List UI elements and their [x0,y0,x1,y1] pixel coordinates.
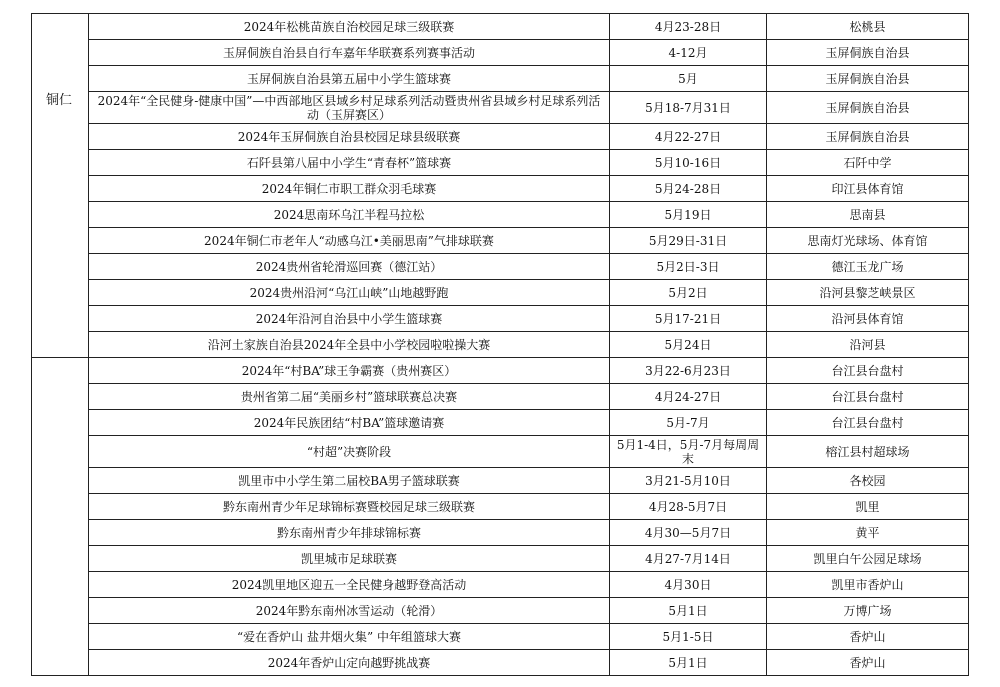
event-date-cell: 5月18-7月31日 [610,92,767,124]
table-row [32,436,969,468]
event-name-cell: 2024年民族团结“村BA”篮球邀请赛 [89,410,610,436]
event-date-cell: 4月28-5月7日 [610,494,767,520]
table-row [32,572,969,598]
event-venue-cell: 台江县台盘村 [767,358,969,384]
event-venue-cell: 玉屏侗族自治县 [767,92,969,124]
event-name-cell: 沿河土家族自治县2024年全县中小学校园啦啦操大赛 [89,332,610,358]
event-date-cell: 5月17-21日 [610,306,767,332]
event-date-cell: 4月27-7月14日 [610,546,767,572]
table-row [32,410,969,436]
region-qiandongnan-cell [32,358,89,676]
table-row [32,306,969,332]
event-name-cell: 玉屏侗族自治县第五届中小学生篮球赛 [89,66,610,92]
table-row [32,124,969,150]
table-row [32,384,969,410]
event-name-cell: 2024贵州省轮滑巡回赛（德江站） [89,254,610,280]
event-name-cell: 凯里市中小学生第二届校BA男子篮球联赛 [89,468,610,494]
event-date-cell: 5月19日 [610,202,767,228]
event-date-cell: 3月22-6月23日 [610,358,767,384]
event-venue-cell: 沿河县黎芝峡景区 [767,280,969,306]
event-venue-cell: 台江县台盘村 [767,410,969,436]
table-row [32,40,969,66]
event-date-cell: 5月-7月 [610,410,767,436]
event-date-cell: 5月24日 [610,332,767,358]
event-venue-cell: 黄平 [767,520,969,546]
table-row [32,280,969,306]
event-venue-cell: 玉屏侗族自治县 [767,66,969,92]
table-row [32,520,969,546]
event-name-cell: 石阡县第八届中小学生“青春杯”篮球赛 [89,150,610,176]
event-venue-cell: 思南灯光球场、体育馆 [767,228,969,254]
table-row [32,494,969,520]
event-date-cell: 5月1日 [610,650,767,676]
event-date-cell: 4月30—5月7日 [610,520,767,546]
table-row [32,92,969,124]
event-venue-cell: 玉屏侗族自治县 [767,124,969,150]
event-date-cell: 4月24-27日 [610,384,767,410]
event-name-cell: 2024年玉屏侗族自治县校园足球县级联赛 [89,124,610,150]
event-date-cell: 5月10-16日 [610,150,767,176]
event-name-cell: 2024年“全民健身-健康中国”—中西部地区县域乡村足球系列活动暨贵州省县域乡村足球系列活动（玉屏赛区） [89,92,610,124]
event-name-cell: 2024贵州沿河“乌江山峡”山地越野跑 [89,280,610,306]
event-venue-cell: 松桃县 [767,14,969,40]
event-date-cell: 5月29日-31日 [610,228,767,254]
event-venue-cell: 沿河县 [767,332,969,358]
event-name-cell: 贵州省第二届“美丽乡村”篮球联赛总决赛 [89,384,610,410]
table-row [32,202,969,228]
event-venue-cell: 玉屏侗族自治县 [767,40,969,66]
event-name-cell: 黔东南州青少年排球锦标赛 [89,520,610,546]
event-venue-cell: 凯里 [767,494,969,520]
table-row [32,598,969,624]
event-name-cell: 2024年松桃苗族自治校园足球三级联赛 [89,14,610,40]
event-name-cell: 2024年铜仁市职工群众羽毛球赛 [89,176,610,202]
event-venue-cell: 香炉山 [767,650,969,676]
event-venue-cell: 万博广场 [767,598,969,624]
event-date-cell: 5月2日 [610,280,767,306]
event-date-cell: 4月30日 [610,572,767,598]
region-tongren-cell: 铜仁 [32,14,89,358]
event-venue-cell: 石阡中学 [767,150,969,176]
table-row [32,468,969,494]
event-venue-cell: 榕江县村超球场 [767,436,969,468]
table-row [32,228,969,254]
event-venue-cell: 凯里白午公园足球场 [767,546,969,572]
event-name-cell: 2024思南环乌江半程马拉松 [89,202,610,228]
event-date-cell: 5月1-4日，5月-7月每周周末 [610,436,767,468]
table-row [32,254,969,280]
event-name-cell: 玉屏侗族自治县自行车嘉年华联赛系列赛事活动 [89,40,610,66]
table-row [32,546,969,572]
event-date-cell: 5月1-5日 [610,624,767,650]
event-date-cell: 5月 [610,66,767,92]
event-date-cell: 5月24-28日 [610,176,767,202]
event-name-cell: “村超”决赛阶段 [89,436,610,468]
event-date-cell: 4-12月 [610,40,767,66]
event-venue-cell: 思南县 [767,202,969,228]
event-name-cell: 凯里城市足球联赛 [89,546,610,572]
event-date-cell: 4月22-27日 [610,124,767,150]
event-venue-cell: 台江县台盘村 [767,384,969,410]
event-venue-cell: 凯里市香炉山 [767,572,969,598]
event-date-cell: 5月1日 [610,598,767,624]
event-name-cell: 黔东南州青少年足球锦标赛暨校园足球三级联赛 [89,494,610,520]
event-venue-cell: 沿河县体育馆 [767,306,969,332]
event-venue-cell: 印江县体育馆 [767,176,969,202]
event-venue-cell: 香炉山 [767,624,969,650]
event-venue-cell: 德江玉龙广场 [767,254,969,280]
event-name-cell: “爱在香炉山 盐井烟火集” 中年组篮球大赛 [89,624,610,650]
event-name-cell: 2024年黔东南州冰雪运动（轮滑） [89,598,610,624]
table-row [32,624,969,650]
table-row [32,358,969,384]
table-row [32,650,969,676]
table-row [32,332,969,358]
table-row [32,150,969,176]
event-date-cell: 5月2日-3日 [610,254,767,280]
event-name-cell: 2024年“村BA”球王争霸赛（贵州赛区） [89,358,610,384]
event-date-cell: 3月21-5月10日 [610,468,767,494]
event-date-cell: 4月23-28日 [610,14,767,40]
table-row [32,66,969,92]
event-venue-cell: 各校园 [767,468,969,494]
event-name-cell: 2024凯里地区迎五一全民健身越野登高活动 [89,572,610,598]
event-name-cell: 2024年香炉山定向越野挑战赛 [89,650,610,676]
event-schedule-table [31,13,969,676]
table-row [32,176,969,202]
table-row [32,14,969,40]
event-name-cell: 2024年沿河自治县中小学生篮球赛 [89,306,610,332]
event-name-cell: 2024年铜仁市老年人“动感乌江•美丽思南”气排球联赛 [89,228,610,254]
table-body [32,14,969,676]
